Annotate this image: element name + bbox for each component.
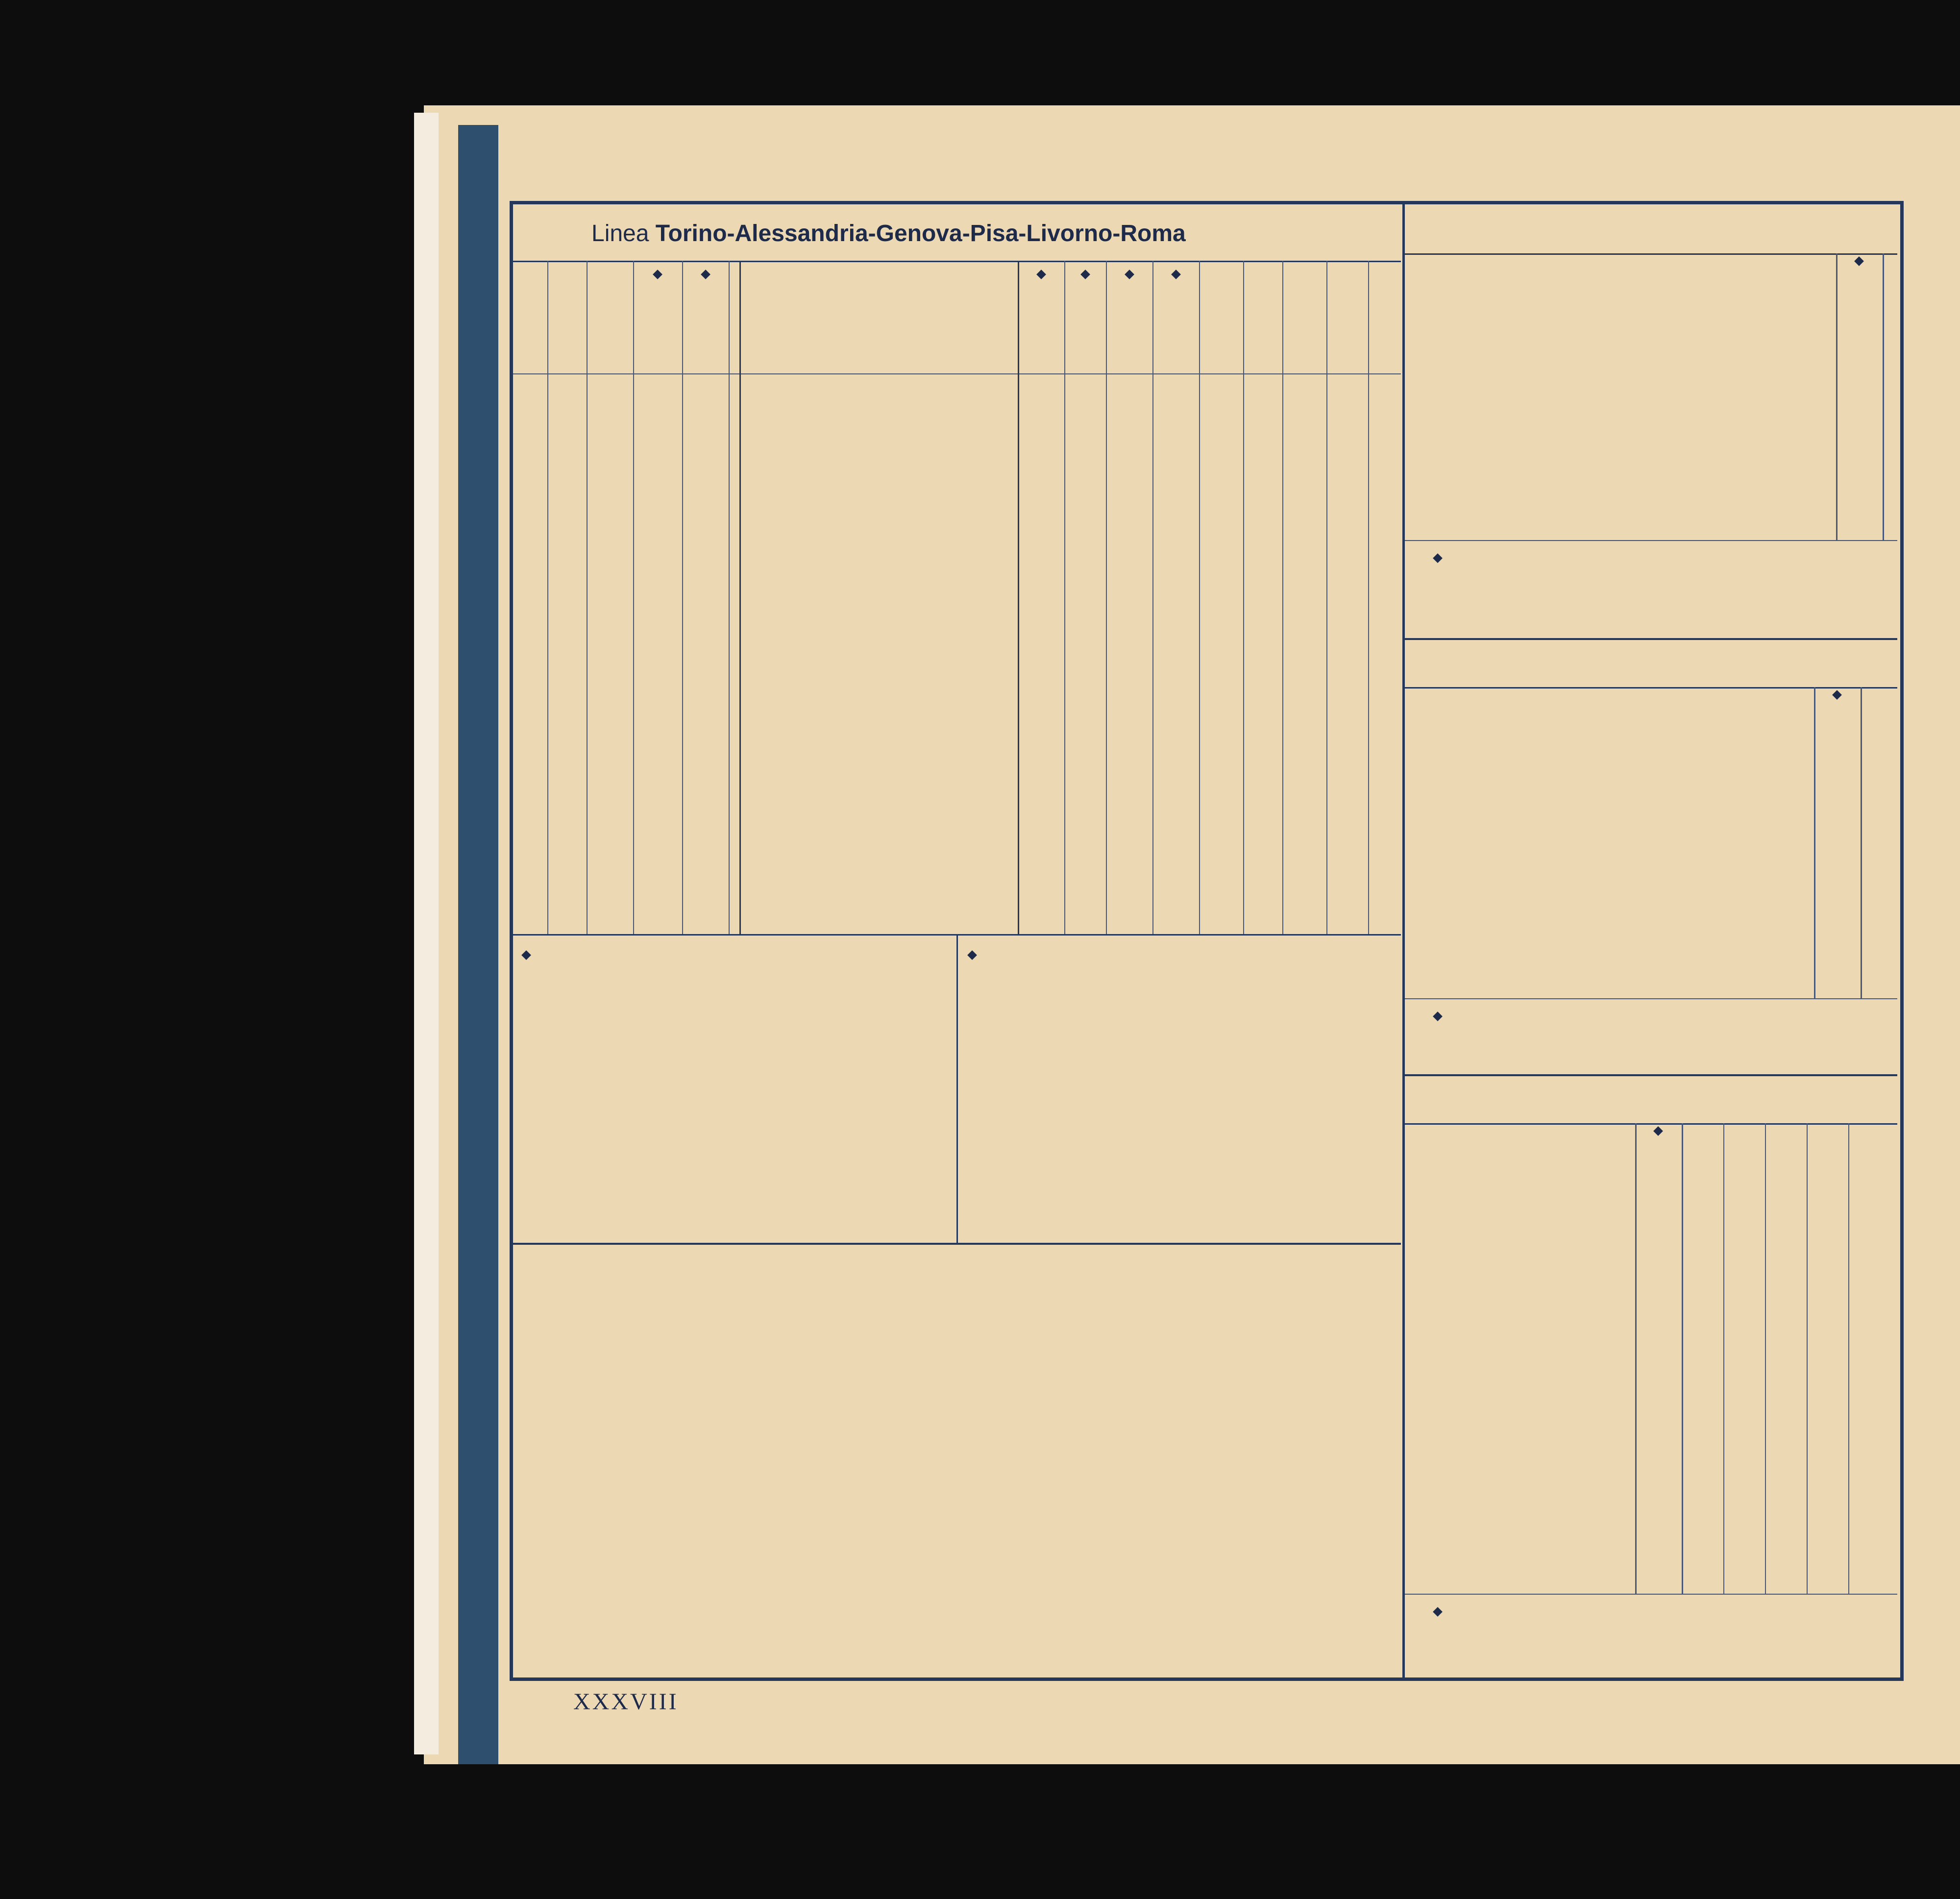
train-marker-icon xyxy=(1125,270,1134,279)
notes-heading xyxy=(523,943,537,958)
notes-heading xyxy=(1434,1600,1448,1614)
table-row xyxy=(513,446,1401,463)
header-rule xyxy=(1405,687,1897,689)
table-row xyxy=(1405,1396,1897,1412)
torino-roma-section xyxy=(513,204,1401,1677)
table-row xyxy=(1405,482,1897,498)
table-row xyxy=(1405,466,1897,482)
right-column xyxy=(1402,204,1897,1677)
table-row xyxy=(513,891,1401,908)
table-row xyxy=(1405,908,1897,924)
table-row xyxy=(1405,1346,1897,1362)
table-row xyxy=(513,710,1401,727)
table-row xyxy=(1405,1379,1897,1396)
timetable-frame xyxy=(510,201,1904,1681)
table-row xyxy=(513,842,1401,859)
table-row xyxy=(513,760,1401,776)
table-row xyxy=(1405,449,1897,466)
table-row xyxy=(513,776,1401,792)
table-row xyxy=(1405,858,1897,874)
train-header xyxy=(1018,268,1064,371)
table-row xyxy=(1405,1562,1897,1579)
notes-heading xyxy=(969,943,982,958)
table-row xyxy=(513,727,1401,743)
train-marker-icon xyxy=(1653,1126,1663,1136)
table-row xyxy=(513,463,1401,480)
table-row xyxy=(1405,385,1897,401)
train-marker-icon xyxy=(1171,270,1181,279)
table-row xyxy=(1405,891,1897,908)
table-row xyxy=(1405,1296,1897,1312)
table-row xyxy=(513,743,1401,760)
page-edge xyxy=(414,113,439,1754)
table-row xyxy=(1405,1529,1897,1546)
table-row xyxy=(1405,417,1897,433)
train-marker-icon xyxy=(1433,1011,1443,1021)
header-rule xyxy=(513,261,1401,262)
train-header xyxy=(1152,268,1199,371)
table-row xyxy=(1405,841,1897,858)
table-row xyxy=(1405,1496,1897,1512)
table-row xyxy=(1405,824,1897,841)
table-row xyxy=(513,529,1401,545)
page-number: XXXVIII xyxy=(573,1689,679,1715)
table-row xyxy=(1405,1512,1897,1529)
train-marker-icon xyxy=(653,270,662,279)
table-row xyxy=(513,578,1401,595)
table-row xyxy=(1405,1312,1897,1329)
table-row xyxy=(513,414,1401,430)
table-row xyxy=(1405,1479,1897,1496)
table-row xyxy=(513,595,1401,612)
table-row xyxy=(1405,1446,1897,1462)
train-marker-icon xyxy=(1832,690,1842,700)
train-marker-icon xyxy=(967,950,977,960)
table-row xyxy=(1405,498,1897,514)
torino-roma-title: Linea Torino-Alessandria-Genova-Pisa-Livorno-Roma xyxy=(591,221,1186,247)
train-marker-icon xyxy=(1854,256,1864,266)
table-row xyxy=(1405,1462,1897,1479)
train-marker-icon xyxy=(1433,553,1443,563)
table-row xyxy=(1405,401,1897,417)
table-row xyxy=(513,858,1401,875)
table-row xyxy=(513,430,1401,447)
table-row xyxy=(513,562,1401,579)
table-row xyxy=(1405,1246,1897,1262)
section-top-rule xyxy=(1405,1074,1897,1076)
table-row xyxy=(513,677,1401,694)
table-row xyxy=(513,496,1401,513)
table-row xyxy=(1405,1279,1897,1296)
table-row xyxy=(1405,941,1897,958)
table-row xyxy=(513,644,1401,661)
table-row xyxy=(513,693,1401,710)
table-row xyxy=(513,480,1401,496)
table-row xyxy=(1405,1546,1897,1562)
header-bottom-rule xyxy=(513,373,1401,374)
table-row xyxy=(1405,874,1897,891)
train-header xyxy=(1064,268,1106,371)
notes-bottom-rule xyxy=(513,1243,1401,1245)
table-row xyxy=(513,661,1401,677)
train-header xyxy=(633,268,682,371)
notes-divider xyxy=(956,934,958,1243)
notes-heading xyxy=(1434,546,1448,561)
table-row xyxy=(1405,1362,1897,1379)
header-rule xyxy=(1405,1123,1897,1125)
section-body-rule xyxy=(1405,998,1897,999)
table-row xyxy=(513,611,1401,628)
table-row xyxy=(513,792,1401,809)
train-header xyxy=(682,268,729,371)
table-row xyxy=(513,908,1401,924)
binding-spine xyxy=(458,125,498,1764)
table-row xyxy=(1405,1412,1897,1429)
table-row xyxy=(513,545,1401,562)
table-row xyxy=(1405,1262,1897,1279)
section-body-rule xyxy=(1405,1594,1897,1595)
section-top-rule xyxy=(1405,638,1897,640)
header-rule xyxy=(1405,253,1897,255)
table-row xyxy=(513,381,1401,397)
table-row xyxy=(1405,433,1897,449)
table-row xyxy=(1405,924,1897,941)
table-row xyxy=(1405,1579,1897,1596)
table-row xyxy=(513,513,1401,529)
train-marker-icon xyxy=(1036,270,1046,279)
table-row xyxy=(513,809,1401,826)
notes-heading xyxy=(1434,1004,1448,1019)
train-marker-icon xyxy=(1080,270,1090,279)
train-marker-icon xyxy=(1433,1607,1443,1617)
table-row xyxy=(1405,1329,1897,1346)
train-header xyxy=(1106,268,1152,371)
train-marker-icon xyxy=(701,270,710,279)
table-row xyxy=(513,397,1401,414)
train-marker-icon xyxy=(521,950,531,960)
table-row xyxy=(1405,958,1897,974)
table-row xyxy=(513,825,1401,842)
section-body-rule xyxy=(1405,540,1897,541)
table-row xyxy=(513,875,1401,891)
table-row xyxy=(513,628,1401,644)
table-row xyxy=(1405,1429,1897,1446)
